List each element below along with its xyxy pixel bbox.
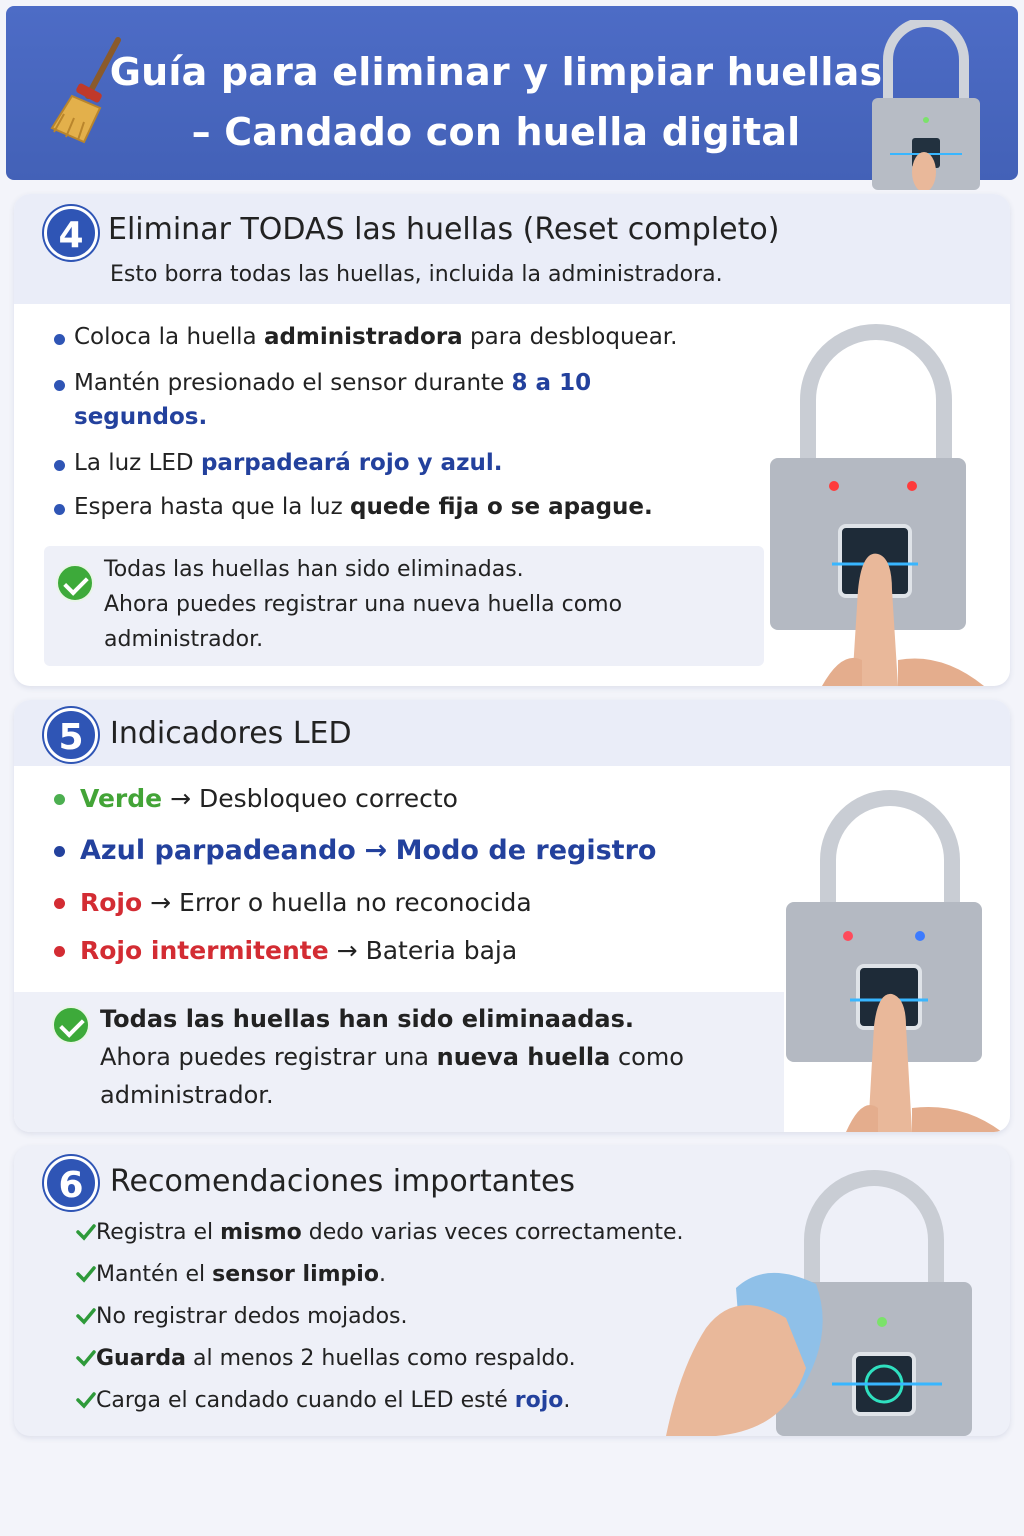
red-dot-icon	[54, 946, 65, 957]
bullet-dot	[54, 460, 65, 471]
list-item: No registrar dedos mojados.	[80, 1304, 407, 1329]
green-dot-icon	[54, 794, 65, 805]
section-led-title: Indicadores LED	[110, 716, 352, 751]
header-banner	[6, 6, 1018, 180]
check-icon	[76, 1390, 96, 1410]
section-recommendations-title: Recomendaciones importantes	[110, 1164, 576, 1199]
check-icon	[76, 1222, 96, 1242]
list-item: Espera hasta que la luz quede fija o se apague.	[74, 494, 653, 520]
success-note-text: Todas las huellas han sido eliminaadas. Ahora puedes registrar una nueva huella como administrador.	[100, 1005, 684, 1109]
section-reset-title: Eliminar TODAS las huellas (Reset completo)	[108, 212, 780, 247]
section-led-card	[14, 700, 1010, 1132]
check-icon	[76, 1306, 96, 1326]
section-number-5: 5	[44, 708, 98, 762]
page-title-line1: Guía para eliminar y limpiar huellas	[109, 50, 883, 94]
list-item: Coloca la huella administradora para desbloquear.	[74, 324, 678, 350]
list-item: Mantén el sensor limpio.	[80, 1262, 386, 1287]
section-number-6: 6	[44, 1156, 98, 1210]
success-note	[44, 546, 764, 666]
list-item: Rojo → Error o huella no reconocida	[80, 888, 532, 917]
list-item: Registra el mismo dedo varias veces correctamente.	[80, 1220, 684, 1245]
list-item: Carga el candado cuando el LED esté rojo.	[80, 1388, 570, 1413]
blue-dot-icon	[54, 846, 65, 857]
success-note	[14, 992, 784, 1132]
red-dot-icon	[54, 898, 65, 909]
section-recommendations-card	[14, 1146, 1010, 1436]
section-number-4: 4	[44, 206, 98, 260]
check-circle-icon	[52, 1006, 90, 1044]
padlock-red-leds-image	[762, 320, 992, 686]
section-reset-subtitle: Esto borra todas las huellas, incluida la administradora.	[110, 262, 723, 287]
bullet-dot	[54, 334, 65, 345]
bullet-dot	[54, 504, 65, 515]
section-reset-header	[14, 194, 1010, 304]
padlock-cleaning-image	[646, 1168, 1006, 1436]
list-item: Azul parpadeando → Modo de registro	[80, 835, 657, 866]
section-reset-card	[14, 194, 1010, 686]
list-item: Rojo intermitente → Bateria baja	[80, 936, 518, 965]
check-icon	[76, 1264, 96, 1284]
padlock-red-blue-leds-image	[776, 786, 1006, 1132]
list-item: Verde → Desbloqueo correcto	[80, 784, 458, 813]
check-circle-icon	[56, 564, 94, 602]
padlock-icon	[866, 20, 986, 190]
check-icon	[76, 1348, 96, 1368]
list-item: Guarda al menos 2 huellas como respaldo.	[80, 1346, 576, 1371]
list-item: La luz LED parpadeará rojo y azul.	[74, 450, 503, 476]
page-title-line2: – Candado con huella digital	[191, 110, 801, 154]
bullet-dot	[54, 380, 65, 391]
success-note-text: Todas las huellas han sido eliminadas. Ahora puedes registrar una nueva huella como administrador.	[104, 557, 623, 652]
list-item: Mantén presionado el sensor durante 8 a 10 segundos.	[74, 370, 592, 430]
